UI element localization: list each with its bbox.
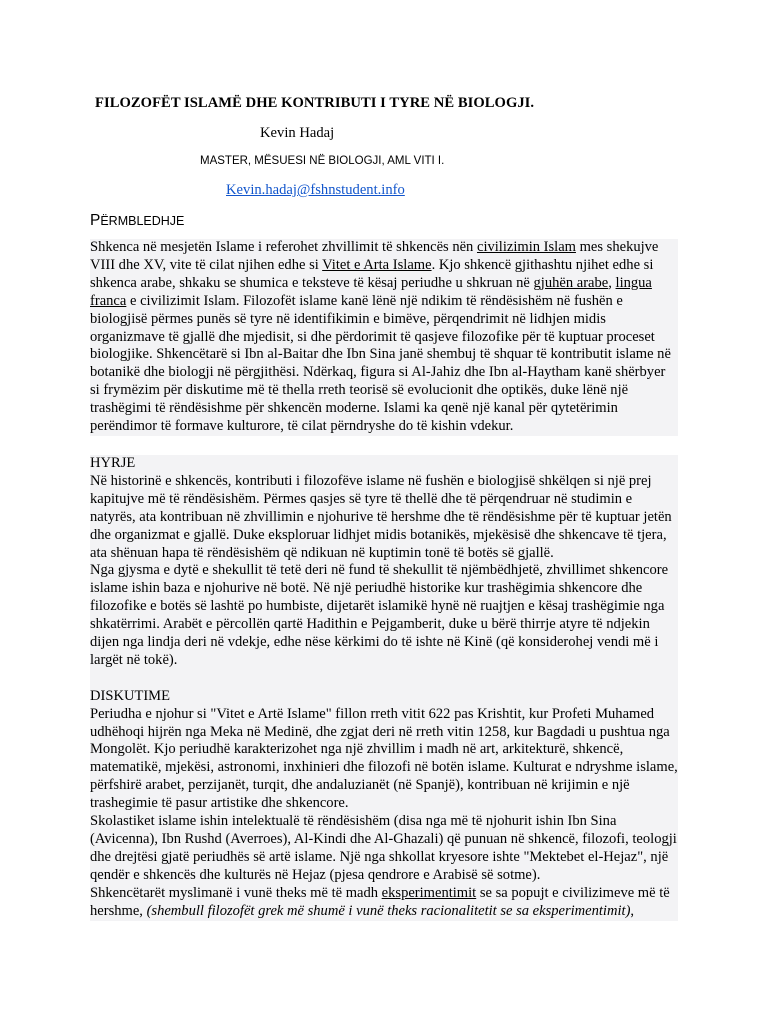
link-vitet-e-arta-islame[interactable]: Vitet e Arta Islame [322,256,432,273]
intro-paragraph-2: Nga gjysma e dytë e shekullit të tetë deri në fund të shekullit të njëmbëdhjetë, zhvillimet shkencore islame ishin baza e njohurive në botë. Në një periudhë historike kur trashëgimia shkencore dhe filozofike e botës së lashtë po humbiste, dijetarët islamikë hynë në ruajtjen e kësaj trashëgimie nga shkatërrimi. Arabët e përcollën qartë Hadithin e Pejgamberit, duke u bërë thirrje atyre të ndjekin dijen nga lindja deri në vdekje, edhe nëse kërkimi do të ishte në Kinë (që konsiderohej vendi më i largët në tokë). [90,562,669,668]
link-gjuhen-arabe[interactable]: gjuhën arabe [533,274,609,291]
discussion-p3-text-c: , [630,902,635,919]
summary-heading-first-letter: P [90,212,101,229]
section-spacer [90,670,678,688]
link-lingua-franca[interactable]: lingua franca [90,274,652,309]
author-name: Kevin Hadaj [260,125,335,141]
discussion-p3-text-a: Shkencëtarët myslimanë i vunë theks më të madh [90,884,382,901]
discussion-p3-italic: (shembull filozofët grek më shumë i vunë theks racionalitetit se sa eksperimentimit) [146,902,631,919]
summary-text-b: mes shekujve VIII dhe XV, vite të cilat njihen edhe si [90,239,659,273]
discussion-paragraph-3 [90,885,678,921]
author-email-link[interactable]: Kevin.hadaj@fshnstudent.info [226,182,405,198]
intro-heading: HYRJE [90,455,136,471]
intro-paragraph-1: Në historinë e shkencës, kontributi i filozofëve islame në fushën e biologjisë shkëlqen si një prej kapitujve më të rëndësishëm. Përmes qasjes së tyre të thellë dhe të përqendruar në studimin e natyrës, ata kontribuan në zhvillimin e njohurive të hershme dhe të rëndësishme për të kuptuar jetën dhe organizmat e gjallë. Duke eksploruar lidhjet midis botanikës, mjekësisë dhe shkencave të tjera, ata shënuan hapa të rëndësishëm që ndikuan në kuptimin tonë të botës së gjallë. [90,472,672,561]
summary-paragraph-block [90,239,678,436]
summary-heading [90,212,184,230]
summary-heading-rest: ËRMBLEDHJE [100,214,185,228]
author-affiliation: MASTER, MËSUESI NË BIOLOGJI, AML VITI I. [200,155,445,167]
summary-text-c: . Kjo shkencë gjithashtu njihet edhe si shkenca arabe, shkaku se shumica e teksteve të kësaj periudhe u shkruan në [90,256,654,291]
summary-text-e: e civilizimit Islam. Filozofët islame kanë lënë një ndikim të rëndësishëm në fushën e biologjisë përmes punës së tyre në identifikimin e bimëve, përqendrimit në lidhjen midis organizmave të gjallë dhe mjedisit, si dhe përdorimit të qasjeve filozofike për të kuptuar proceset biologjike. Shkencëtarë si Ibn al-Baitar dhe Ibn Sina janë shembuj të shquar të kontributit islame në botanikë dhe biologji në përgjithësi. Ndërkaq, figura si Al-Jahiz dhe Ibn al-Haytham kanë shërbyer si frymëzim për diskutime më të thella rreth teorisë së evolucionit dhe optikës, duke lënë një trashëgimi të rëndësishme për shkencën moderne. Islami ka qenë një kanal për qytetërimin perëndimor të formave kulturore, të cilat përndryshe do të kishin vdekur. [90,292,671,435]
link-civilizimin-islam[interactable]: civilizimin Islam [476,239,576,255]
link-eksperimentimit[interactable]: eksperimentimit [381,884,477,901]
body-text-block [90,455,678,921]
discussion-p3-text-b: se sa popujt e civilizimeve më të hershme, [90,884,670,919]
document-title: FILOZOFËT ISLAMË DHE KONTRIBUTI I TYRE NË BIOLOGJI. [95,95,535,111]
summary-paragraph [90,239,678,436]
summary-text-a: Shkenca në mesjetën Islame i referohet zhvillimit të shkencës nën [90,239,477,255]
summary-text-d: , [608,274,616,291]
discussion-paragraph-1: Periudha e njohur si "Vitet e Artë Islame" fillon rreth vitit 622 pas Krishtit, kur Profeti Muhamed udhëhoqi hijrën nga Meka në Medinë, dhe zgjat deri në rreth vitin 1258, kur Bagdadi u pushtua nga Mongolët. Kjo periudhë karakterizohet nga një zhvillim i madh në art, arkitekturë, shkencë, matematikë, mjekësi, astronomi, inxhinieri dhe filozofi në botën islame. Kulturat e ndryshme islame, përfshirë arabet, perzijanët, turqit, dhe andaluzianët (në Spanjë), kontribuan në krijimin e një trashegimie të pasur artistike dhe shkencore. [90,705,678,812]
discussion-heading: DISKUTIME [90,687,171,704]
discussion-paragraph-2: Skolastiket islame ishin intelektualë të rëndësishëm (disa nga më të njohurit ishin Ibn Sina (Avicenna), Ibn Rushd (Averroes), Al-Kindi dhe Al-Ghazali) që punuan në shkencë, filozofi, teologji dhe drejtësi gjatë periudhës së artë islame. Një nga shkollat kryesore ishte "Mektebet el-Hejaz", një qendër e shkencës dhe kulturës në Hejaz (pjesa qendrore e Arabisë së sotme). [90,813,677,883]
